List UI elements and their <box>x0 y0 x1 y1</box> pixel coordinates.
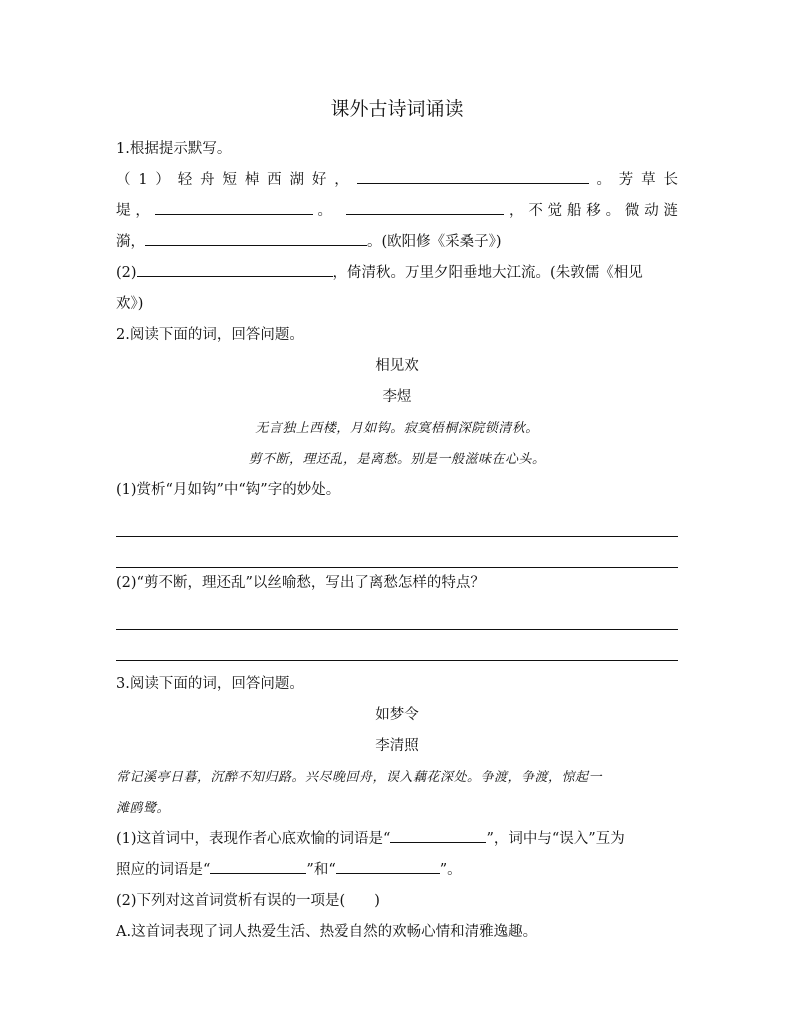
q3-sub1-line1 <box>116 824 678 855</box>
q3-option-a: A.这首词表现了词人热爱生活、热爱自然的欢畅心情和清雅逸趣。 <box>116 924 538 940</box>
q1-line4-text-a: (2) <box>116 265 137 281</box>
q3-sub1-text-e: ”。 <box>439 862 462 878</box>
worksheet-page <box>116 96 678 948</box>
fill-blank[interactable] <box>210 856 306 874</box>
q1-line2 <box>116 196 678 227</box>
fill-blank[interactable] <box>390 825 486 843</box>
q3-poem-title: 如梦令 <box>375 707 419 723</box>
q3-sub1-text-b: ”，词中与“误入”互为 <box>486 831 625 847</box>
q1-line2-text-b: 。 <box>312 203 337 219</box>
q3-sub1-text-d: ”和“ <box>306 862 336 878</box>
answer-line[interactable] <box>116 537 678 568</box>
q2-poem-title: 相见欢 <box>375 358 419 374</box>
q1-line1-text-b: 。芳草长 <box>588 172 678 188</box>
q3-sub2: (2)下列对这首词赏析有误的一项是( ) <box>116 893 380 909</box>
page-title: 课外古诗词诵读 <box>330 98 464 120</box>
q2-sub1: (1)赏析“月如钩”中“钩”字的妙处。 <box>116 482 341 498</box>
q1-line5: 欢》) <box>116 296 144 312</box>
answer-line[interactable] <box>116 599 678 630</box>
answer-line[interactable] <box>116 506 678 537</box>
q1-line4 <box>116 258 678 289</box>
q2-poem-author: 李煜 <box>382 389 412 405</box>
q2-poem-line: 无言独上西楼，月如钩。寂寞梧桐深院锁清秋。 <box>255 421 539 436</box>
q2-heading: 2.阅读下面的词，回答问题。 <box>116 327 304 343</box>
q3-sub1-line2 <box>116 855 678 886</box>
q3-sub1-text-a: (1)这首词中，表现作者心底欢愉的词语是“ <box>116 831 391 847</box>
q1-line1-text-a: （1）轻舟短棹西湖好， <box>116 172 357 188</box>
fill-blank[interactable] <box>357 166 589 184</box>
q3-heading: 3.阅读下面的词，回答问题。 <box>116 676 304 692</box>
fill-blank[interactable] <box>336 856 440 874</box>
fill-blank[interactable] <box>155 197 313 215</box>
q2-poem-line: 剪不断，理还乱，是离愁。别是一般滋味在心头。 <box>248 452 546 467</box>
q1-line2-text-a: 堤， <box>116 203 155 219</box>
answer-line[interactable] <box>116 630 678 661</box>
q1-line3 <box>116 227 678 258</box>
q1-line3-text-a: 漪， <box>116 234 145 250</box>
q3-poem-line: 常记溪亭日暮，沉醉不知归路。兴尽晚回舟，误入藕花深处。争渡，争渡，惊起一 <box>116 770 603 785</box>
fill-blank[interactable] <box>346 197 504 215</box>
q1-line3-text-b: 。(欧阳修《采桑子》) <box>367 234 502 250</box>
fill-blank[interactable] <box>145 228 367 246</box>
q1-line4-text-b: ，倚清秋。万里夕阳垂地大江流。(朱敦儒《相见 <box>332 265 643 281</box>
q3-poem-line: 滩鸥鹭。 <box>116 801 171 816</box>
q3-sub1-text-c: 照应的词语是“ <box>116 862 211 878</box>
q1-line1 <box>116 165 678 196</box>
q2-sub2: (2)“剪不断，理还乱”以丝喻愁，写出了离愁怎样的特点？ <box>116 575 485 591</box>
q1-line2-text-c: ，不觉船移。微动涟 <box>504 203 679 219</box>
q3-poem-author: 李清照 <box>375 738 419 754</box>
q1-heading: 1.根据提示默写。 <box>116 141 232 157</box>
fill-blank[interactable] <box>137 259 333 277</box>
